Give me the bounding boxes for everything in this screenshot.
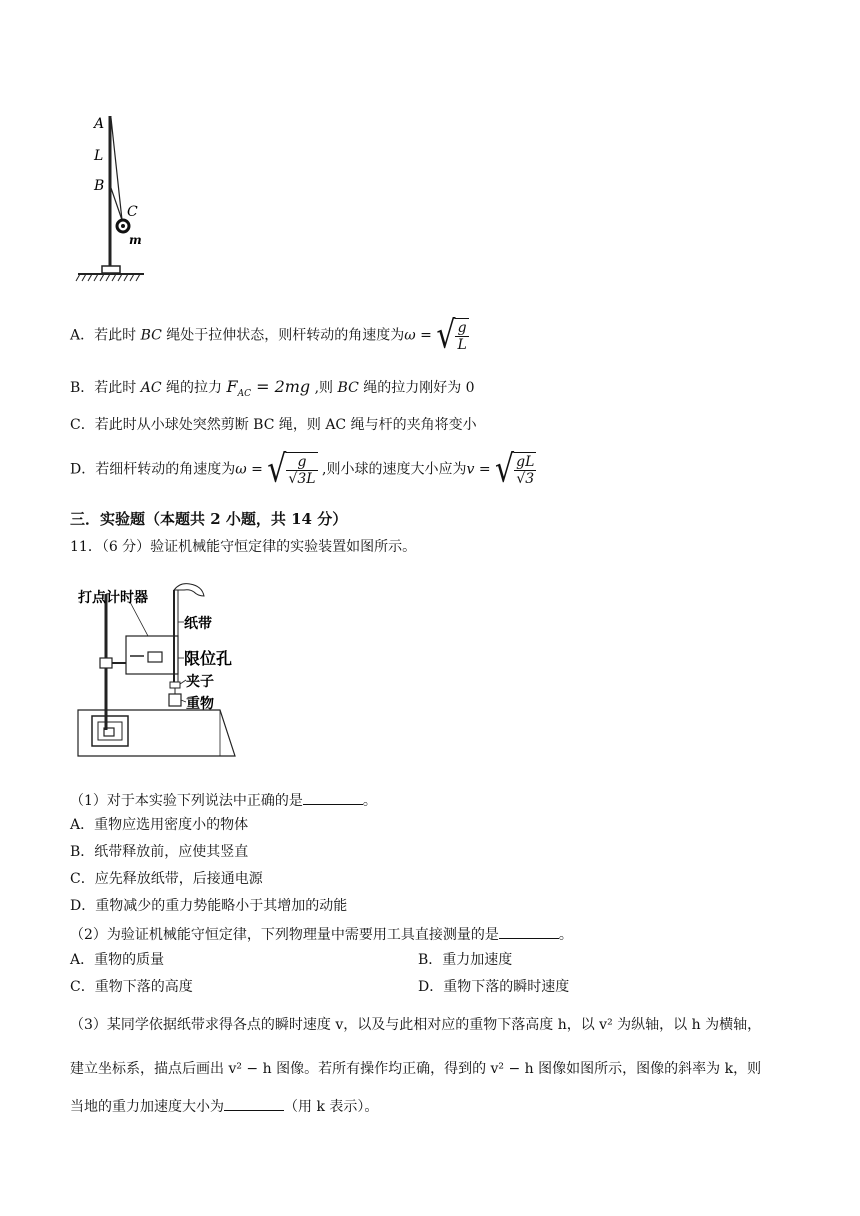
label-tape: 纸带 — [184, 616, 212, 632]
pole-base — [102, 266, 120, 273]
formula-sqrt-g-over-l: √ $\frac{g}{L}$ — [436, 313, 467, 357]
label-c: C — [127, 204, 138, 220]
clip — [170, 682, 180, 688]
answer-blank-1[interactable] — [303, 790, 363, 805]
q10-option-c: C．若此时从小球处突然剪断 BC 绳，则 AC 绳与杆的夹角将变小 — [70, 417, 477, 433]
q10-option-b: B．若此时 AC 绳的拉力 $F_{AC} = 2mg$ ,则 BC 绳的拉力刚好为 0 — [70, 377, 475, 399]
section-heading: 三．实验题（本题共 2 小题，共 14 分） — [70, 510, 348, 528]
q11-intro: 11．（6 分）验证机械能守恒定律的实验装置如图所示。 — [70, 539, 417, 555]
q11-part3-line3: 当地的重力加速度大小为 （用 k 表示）。 — [70, 1096, 378, 1116]
experiment-apparatus-figure — [70, 580, 270, 770]
formula-sqrt-gl-over-root3: √ $\frac{gL}{√3}$ — [495, 447, 535, 491]
label-weight: 重物 — [186, 696, 214, 712]
q10-option-a: A．若此时 BC 绳处于拉伸状态，则杆转动的角速度为ω = √ $\frac{g}{L}$ — [70, 313, 467, 357]
label-hole: 限位孔 — [184, 649, 233, 668]
label-timer: 打点计时器 — [78, 590, 148, 606]
label-b: B — [94, 178, 105, 194]
label-a: A — [94, 116, 105, 132]
label-clip: 夹子 — [186, 674, 214, 690]
q11-part3-line2: 建立坐标系，描点后画出 v² − h 图像。若所有操作均正确，得到的 v² − h 图像如图所示，图像的斜率为 k，则 — [70, 1061, 762, 1077]
q11-part2-option-c: C．重物下落的高度 — [70, 979, 193, 995]
formula-sqrt-g-over-root3-l: √ $\frac{g}{√3L}$ — [267, 447, 316, 491]
q11-part3-line1: （3）某同学依据纸带求得各点的瞬时速度 v，以及与此相对应的重物下落高度 h，以 v² 为纵轴，以 h 为横轴， — [70, 1017, 762, 1033]
rotating-pole-figure — [74, 108, 164, 288]
q11-part1-option-a: A．重物应选用密度小的物体 — [70, 817, 249, 833]
label-m: m — [129, 233, 142, 247]
q11-part1-option-c: C．应先释放纸带，后接通电源 — [70, 871, 263, 887]
q11-part1: （1）对于本实验下列说法中正确的是 。 — [70, 790, 377, 810]
q10-option-d: D．若细杆转动的角速度为ω = √ $\frac{g}{√3L}$ ,则小球的速度大小应为v = √ $\frac{gL}{√3}$ — [70, 447, 535, 491]
q11-part2-option-d: D．重物下落的瞬时速度 — [418, 979, 570, 995]
q11-part2-option-b: B．重力加速度 — [418, 952, 513, 968]
weight — [169, 694, 181, 706]
q11-part1-option-b: B．纸带释放前，应使其竖直 — [70, 844, 249, 860]
q11-part2: （2）为验证机械能守恒定律，下列物理量中需要用工具直接测量的是 。 — [70, 924, 573, 944]
q11-part1-option-d: D．重物减少的重力势能略小于其增加的动能 — [70, 898, 348, 914]
answer-blank-2[interactable] — [499, 924, 559, 939]
label-l: L — [94, 148, 104, 164]
q11-part2-option-a: A．重物的质量 — [70, 952, 165, 968]
answer-blank-3[interactable] — [224, 1096, 284, 1111]
